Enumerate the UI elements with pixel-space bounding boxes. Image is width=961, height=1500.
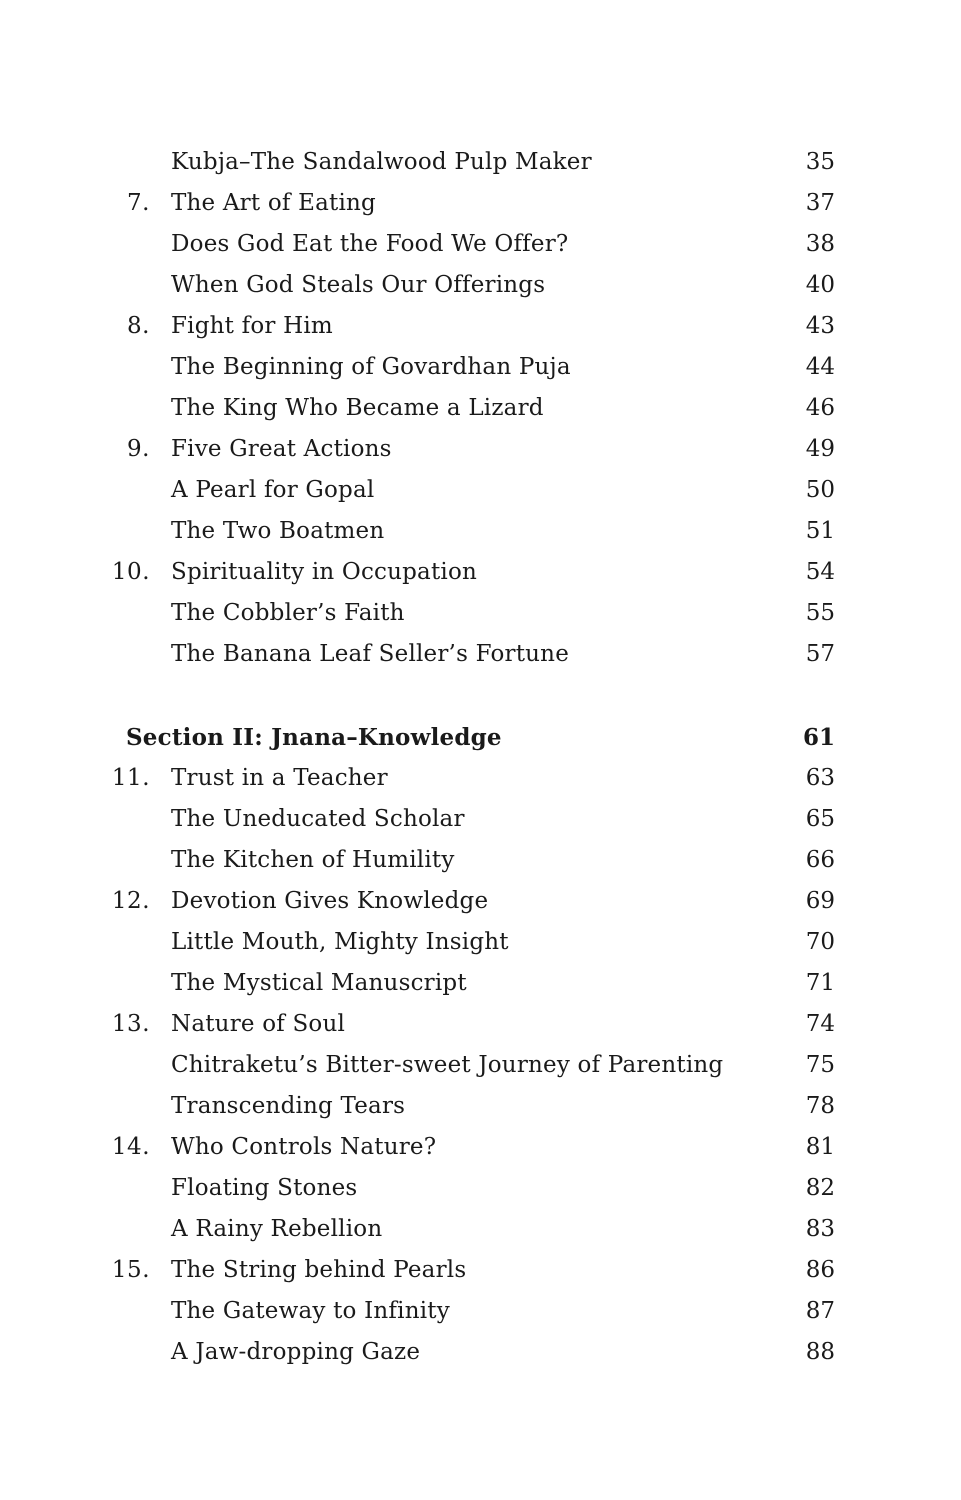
toc-entry (0, 1045, 961, 1086)
toc-entry (0, 1168, 961, 1209)
toc-entry (0, 511, 961, 552)
entry-title: Chitraketu’s Bitter-sweet Journey of Parenting (171, 1052, 724, 1078)
toc-entry (0, 840, 961, 881)
chapter-number: 12. (111, 888, 150, 914)
entry-title: The King Who Became a Lizard (171, 395, 544, 421)
toc-entry (0, 963, 961, 1004)
page-number: 78 (805, 1093, 835, 1119)
toc-entry (0, 388, 961, 429)
page-number: 88 (805, 1339, 835, 1365)
entry-title: Does God Eat the Food We Offer? (171, 231, 569, 257)
chapter-number: 13. (111, 1011, 150, 1037)
toc-entry (0, 429, 961, 470)
page-number: 55 (805, 600, 835, 626)
page-number: 70 (805, 929, 835, 955)
page-number: 86 (805, 1257, 835, 1283)
page-number: 40 (805, 272, 835, 298)
chapter-number: 10. (111, 559, 150, 585)
entry-title: Floating Stones (171, 1175, 358, 1201)
chapter-number: 8. (127, 313, 150, 339)
page-number: 81 (805, 1134, 835, 1160)
page-number: 50 (805, 477, 835, 503)
entry-title: Devotion Gives Knowledge (171, 888, 489, 914)
entry-title: Little Mouth, Mighty Insight (171, 929, 509, 955)
entry-title: When God Steals Our Offerings (171, 272, 546, 298)
page-number: 43 (805, 313, 835, 339)
chapter-number: 15. (111, 1257, 150, 1283)
entry-title: Fight for Him (171, 313, 333, 339)
toc-entry (0, 183, 961, 224)
toc-entry (0, 1291, 961, 1332)
toc-entry (0, 593, 961, 634)
chapter-number: 9. (127, 436, 150, 462)
toc-entry (0, 1004, 961, 1045)
entry-title: The Art of Eating (171, 190, 376, 216)
toc-entry (0, 1250, 961, 1291)
entry-title: The Two Boatmen (171, 518, 385, 544)
toc-entry (0, 922, 961, 963)
entry-title: Spirituality in Occupation (171, 559, 478, 585)
page-number: 51 (805, 518, 835, 544)
toc-entry (0, 470, 961, 511)
entry-title: A Rainy Rebellion (171, 1216, 383, 1242)
entry-title: The String behind Pearls (171, 1257, 467, 1283)
page-number: 87 (805, 1298, 835, 1324)
chapter-number: 14. (111, 1134, 150, 1160)
section-title: Section II: Jnana–Knowledge (126, 724, 502, 751)
toc-entry (0, 265, 961, 306)
page-number: 75 (805, 1052, 835, 1078)
toc-entry (0, 799, 961, 840)
page-number: 82 (805, 1175, 835, 1201)
page-number: 83 (805, 1216, 835, 1242)
entry-title: Who Controls Nature? (171, 1134, 437, 1160)
entry-title: Nature of Soul (171, 1011, 346, 1037)
toc-entry (0, 142, 961, 183)
page-number: 54 (805, 559, 835, 585)
entry-title: Trust in a Teacher (171, 765, 388, 791)
entry-title: A Pearl for Gopal (171, 477, 375, 503)
entry-title: The Gateway to Infinity (171, 1298, 450, 1324)
section-heading (0, 717, 961, 758)
page-number: 57 (805, 641, 835, 667)
page-number: 61 (802, 724, 835, 751)
toc-entry (0, 758, 961, 799)
entry-title: A Jaw-dropping Gaze (171, 1339, 421, 1365)
toc-entry (0, 634, 961, 675)
entry-title: The Beginning of Govardhan Puja (171, 354, 571, 380)
toc-entry (0, 224, 961, 265)
page-number: 63 (805, 765, 835, 791)
toc-entry (0, 1332, 961, 1373)
page-number: 35 (805, 149, 835, 175)
toc-entry (0, 881, 961, 922)
entry-title: The Uneducated Scholar (171, 806, 465, 832)
page-number: 44 (805, 354, 835, 380)
entry-title: The Mystical Manuscript (171, 970, 467, 996)
toc-entry (0, 306, 961, 347)
toc-entry (0, 552, 961, 593)
page-number: 37 (805, 190, 835, 216)
page-number: 66 (805, 847, 835, 873)
page-number: 65 (805, 806, 835, 832)
entry-title: Transcending Tears (171, 1093, 406, 1119)
entry-title: Five Great Actions (171, 436, 392, 462)
page-number: 74 (805, 1011, 835, 1037)
toc-entry (0, 1209, 961, 1250)
page-number: 49 (805, 436, 835, 462)
entry-title: The Banana Leaf Seller’s Fortune (171, 641, 570, 667)
page-number: 69 (805, 888, 835, 914)
entry-title: Kubja–The Sandalwood Pulp Maker (171, 149, 592, 175)
page-number: 38 (805, 231, 835, 257)
chapter-number: 11. (111, 765, 150, 791)
toc-entry (0, 1086, 961, 1127)
toc-entry (0, 1127, 961, 1168)
toc-entry (0, 347, 961, 388)
page-number: 71 (805, 970, 835, 996)
entry-title: The Kitchen of Humility (171, 847, 455, 873)
chapter-number: 7. (127, 190, 150, 216)
page-number: 46 (805, 395, 835, 421)
entry-title: The Cobbler’s Faith (171, 600, 405, 626)
